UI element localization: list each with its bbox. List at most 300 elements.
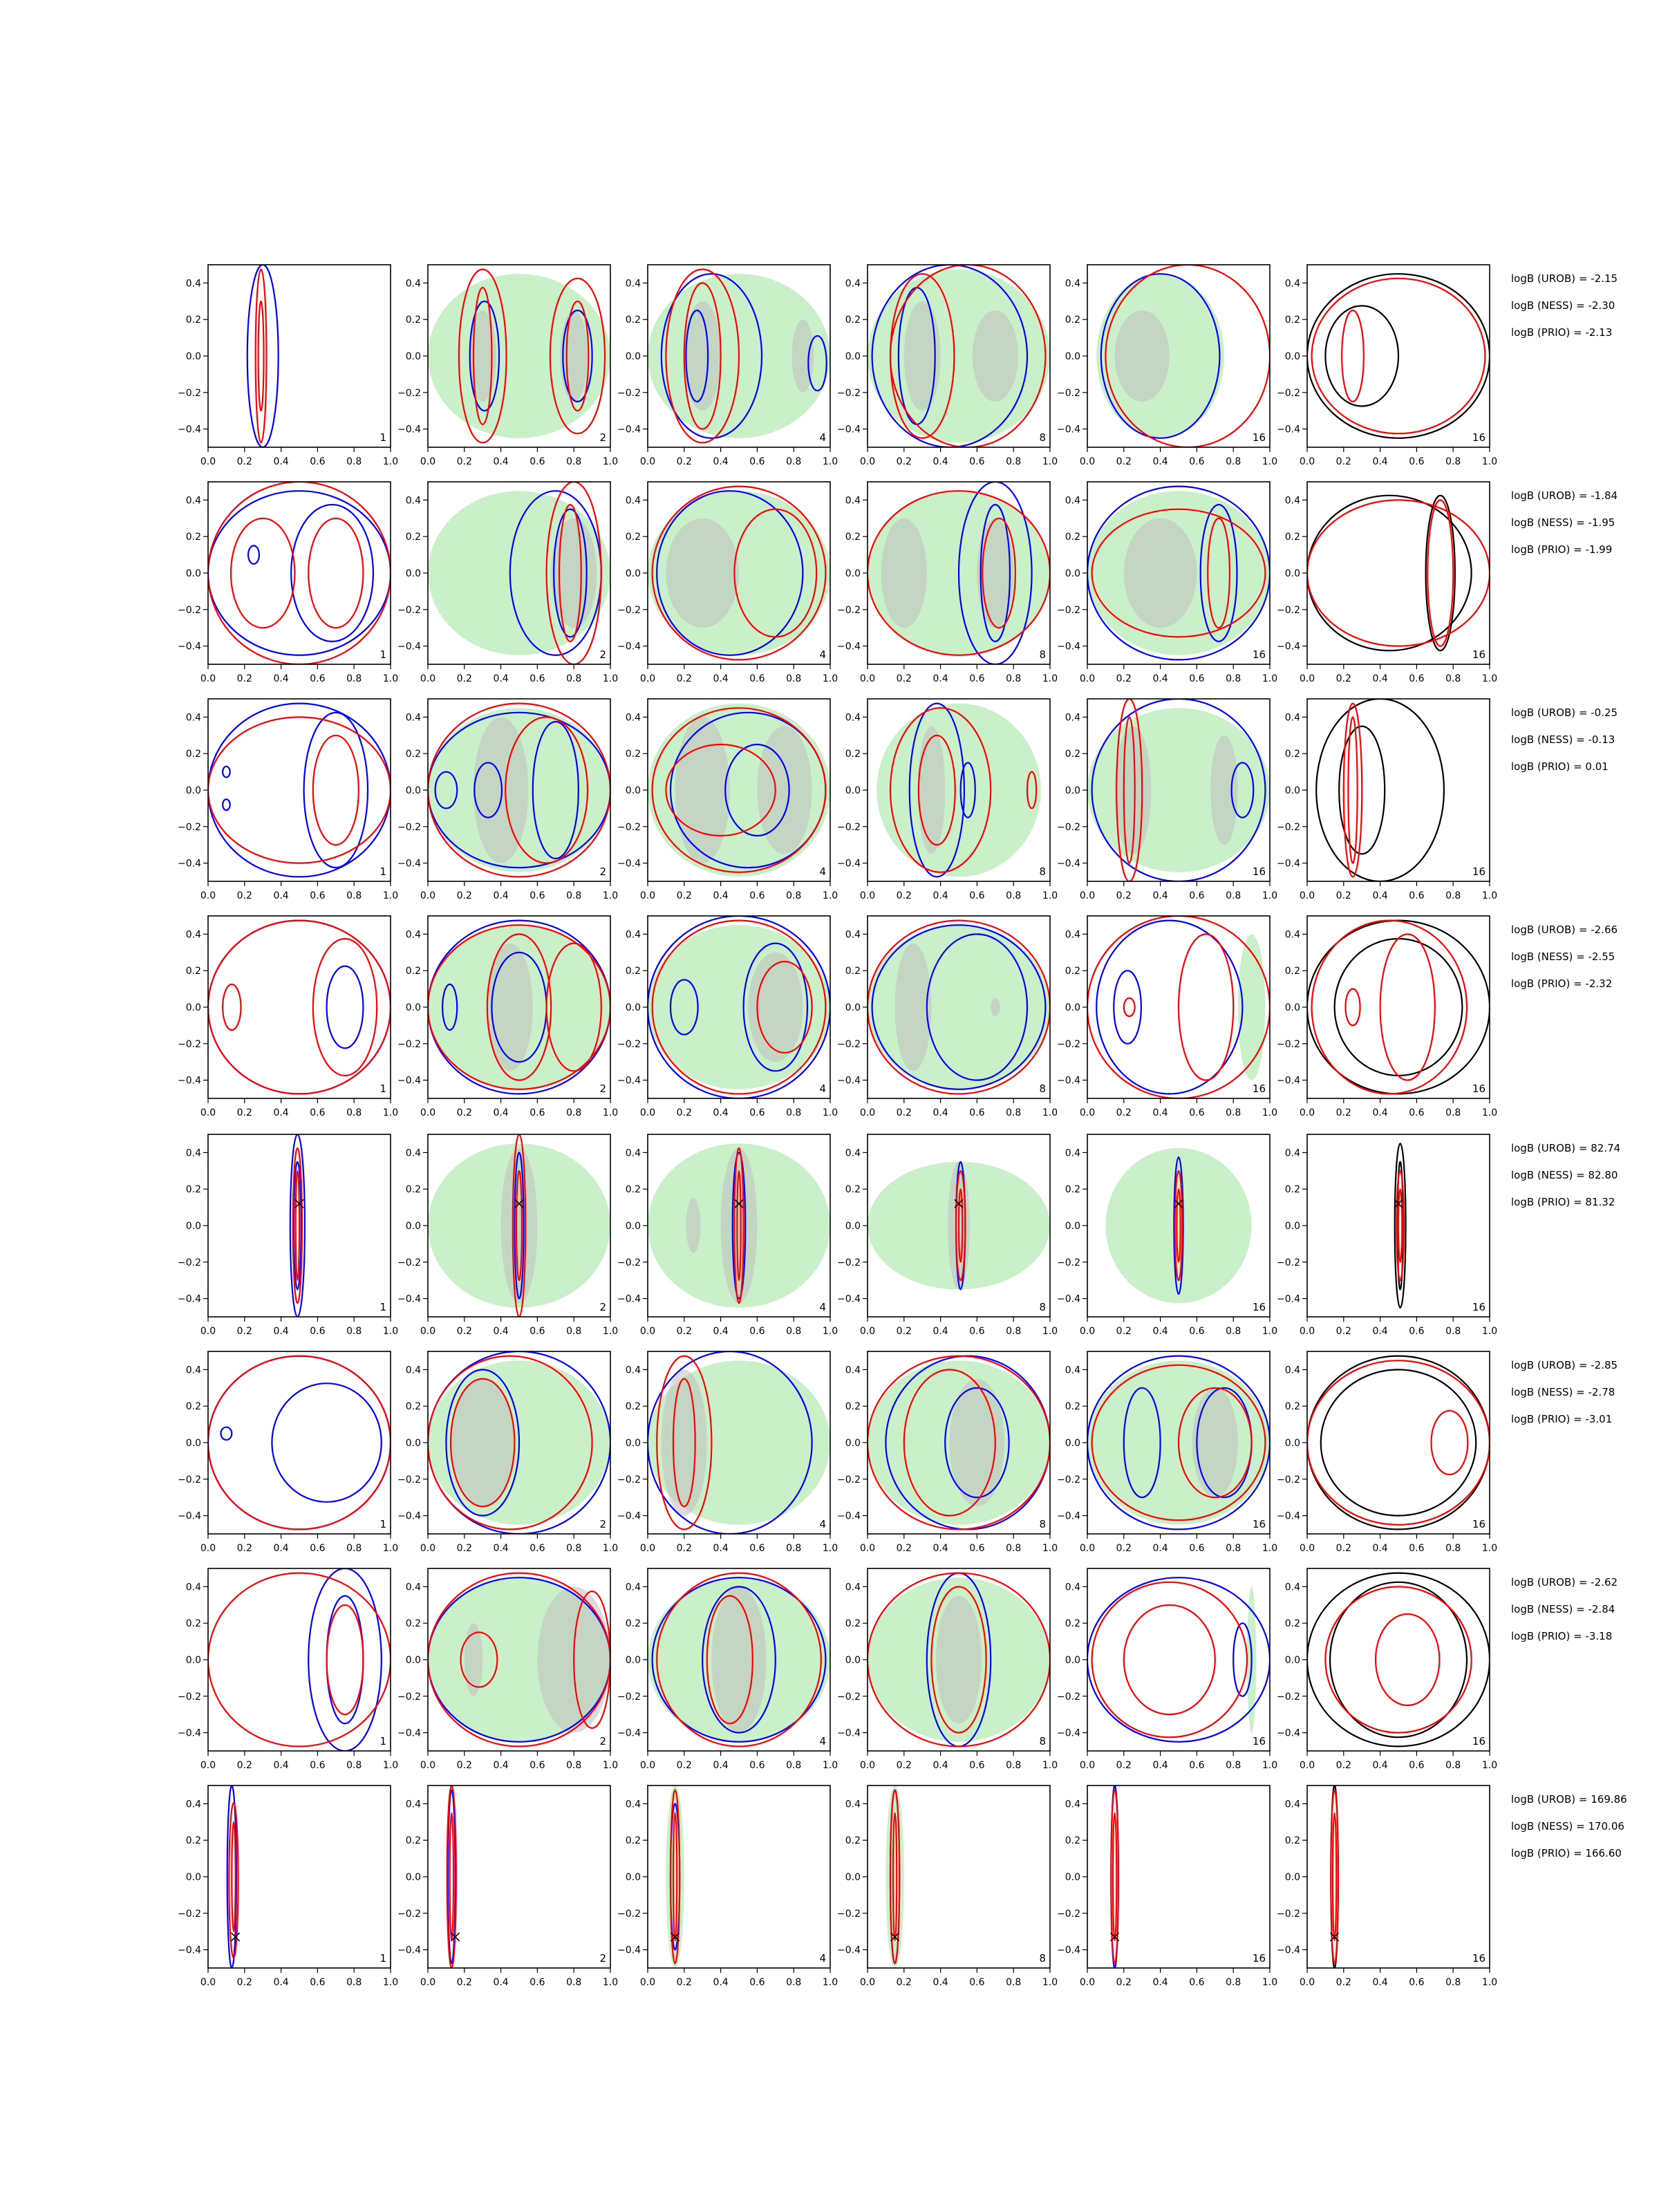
contour-red bbox=[1179, 934, 1233, 1080]
x-tick-label: 1.0 bbox=[1262, 1107, 1278, 1118]
contour-red bbox=[1376, 1614, 1439, 1705]
panel-count-label: 8 bbox=[1039, 1082, 1046, 1095]
y-tick-label: −0.4 bbox=[397, 858, 421, 870]
x-tick-label: 0.8 bbox=[566, 1760, 582, 1771]
y-tick-label: 0.4 bbox=[1284, 712, 1300, 724]
y-tick-label: −0.4 bbox=[1057, 858, 1080, 870]
y-tick-label: 0.0 bbox=[185, 351, 201, 362]
y-tick-label: 0.0 bbox=[185, 1872, 201, 1883]
y-tick-label: −0.2 bbox=[617, 1691, 641, 1703]
y-tick-label: −0.2 bbox=[1277, 1038, 1300, 1050]
x-tick-label: 0.2 bbox=[676, 1977, 692, 1988]
x-tick-label: 0.0 bbox=[420, 1107, 436, 1118]
x-tick-label: 1.0 bbox=[382, 890, 399, 901]
x-tick-label: 0.8 bbox=[1445, 673, 1461, 684]
logb-label: logB (UROB) = -2.66 bbox=[1511, 924, 1618, 936]
density-fill-grey bbox=[1192, 1388, 1238, 1497]
x-tick-label: 0.4 bbox=[713, 456, 729, 467]
x-tick-label: 0.4 bbox=[713, 1760, 729, 1771]
density-fill-grey bbox=[662, 1369, 707, 1515]
x-tick-label: 0.8 bbox=[566, 1543, 582, 1554]
panel-r3-c5 bbox=[1057, 699, 1277, 901]
x-tick-label: 0.8 bbox=[1445, 1326, 1461, 1337]
x-tick-label: 0.4 bbox=[1372, 1977, 1388, 1988]
logb-label: logB (NESS) = -1.95 bbox=[1511, 516, 1615, 529]
x-tick-label: 0.8 bbox=[1226, 1760, 1241, 1771]
y-tick-label: 0.4 bbox=[405, 495, 421, 507]
x-tick-label: 0.8 bbox=[786, 1326, 802, 1337]
contour-blue bbox=[221, 1427, 232, 1440]
y-tick-label: −0.2 bbox=[837, 1474, 861, 1485]
y-tick-label: −0.4 bbox=[617, 424, 641, 435]
x-tick-label: 0.6 bbox=[969, 1543, 985, 1554]
y-tick-label: 0.2 bbox=[1284, 315, 1300, 326]
density-fill-grey bbox=[973, 310, 1018, 402]
y-tick-label: 0.2 bbox=[1284, 1401, 1300, 1413]
x-tick-label: 0.2 bbox=[896, 890, 912, 901]
panel-r7-c4 bbox=[837, 1568, 1058, 1771]
x-tick-label: 0.4 bbox=[273, 890, 289, 901]
logb-label: logB (PRIO) = -2.32 bbox=[1511, 977, 1613, 990]
x-tick-label: 0.2 bbox=[456, 1760, 472, 1771]
x-tick-label: 0.0 bbox=[639, 1107, 656, 1118]
y-tick-label: 0.4 bbox=[1284, 929, 1300, 941]
panel-r8-c4 bbox=[837, 1785, 1058, 1988]
y-tick-label: 0.2 bbox=[1065, 1835, 1080, 1847]
y-tick-label: 0.0 bbox=[845, 785, 861, 796]
y-tick-label: −0.4 bbox=[837, 1510, 861, 1522]
x-tick-label: 0.0 bbox=[859, 1107, 876, 1118]
contour-red bbox=[308, 518, 363, 628]
contour-red bbox=[1307, 500, 1490, 646]
y-tick-label: 0.4 bbox=[845, 929, 861, 941]
panel-r8-c6 bbox=[1277, 1785, 1497, 1988]
x-tick-label: 0.6 bbox=[749, 1107, 765, 1118]
panel-count-label: 16 bbox=[1252, 648, 1266, 661]
x-tick-label: 1.0 bbox=[1262, 1977, 1278, 1988]
y-tick-label: −0.4 bbox=[837, 641, 861, 653]
y-tick-label: −0.2 bbox=[1277, 821, 1300, 833]
y-tick-label: 0.4 bbox=[1065, 1365, 1080, 1376]
x-tick-label: 0.6 bbox=[749, 890, 765, 901]
x-tick-label: 0.4 bbox=[1152, 1543, 1168, 1554]
density-fill-grey bbox=[560, 310, 588, 402]
x-tick-label: 0.0 bbox=[639, 1326, 656, 1337]
panel-count-label: 16 bbox=[1472, 1735, 1485, 1747]
y-tick-label: 0.4 bbox=[185, 1365, 201, 1376]
y-tick-label: 0.2 bbox=[845, 1618, 861, 1630]
x-tick-label: 1.0 bbox=[1042, 456, 1058, 467]
x-tick-label: 0.0 bbox=[1079, 673, 1096, 684]
x-tick-label: 0.6 bbox=[1409, 673, 1425, 684]
logb-label: logB (UROB) = 82.74 bbox=[1511, 1142, 1621, 1154]
y-tick-label: 0.2 bbox=[185, 749, 201, 760]
x-tick-label: 1.0 bbox=[822, 1326, 838, 1337]
x-tick-label: 0.0 bbox=[200, 890, 216, 901]
x-tick-label: 0.6 bbox=[969, 456, 985, 467]
y-tick-label: 0.2 bbox=[405, 966, 421, 977]
y-tick-label: 0.4 bbox=[845, 712, 861, 724]
x-tick-label: 0.8 bbox=[1006, 1326, 1022, 1337]
y-tick-label: −0.4 bbox=[1277, 1293, 1300, 1305]
y-tick-label: 0.2 bbox=[405, 532, 421, 543]
x-tick-label: 1.0 bbox=[1481, 1543, 1498, 1554]
y-tick-label: 0.0 bbox=[405, 1438, 421, 1449]
y-tick-label: 0.0 bbox=[405, 1655, 421, 1666]
x-tick-label: 0.6 bbox=[310, 456, 326, 467]
y-tick-label: 0.0 bbox=[1284, 1655, 1300, 1666]
y-tick-label: 0.4 bbox=[1065, 1147, 1080, 1159]
y-tick-label: 0.4 bbox=[625, 1799, 641, 1810]
panel-count-label: 1 bbox=[379, 1952, 386, 1965]
x-tick-label: 0.6 bbox=[1409, 1326, 1425, 1337]
y-tick-label: −0.4 bbox=[1277, 1075, 1300, 1087]
density-fill-grey bbox=[991, 998, 1000, 1016]
x-tick-label: 0.2 bbox=[896, 456, 912, 467]
x-tick-label: 1.0 bbox=[602, 1107, 619, 1118]
y-tick-label: −0.2 bbox=[178, 1257, 201, 1268]
x-tick-label: 0.8 bbox=[346, 1326, 362, 1337]
panel-r1-c6 bbox=[1277, 265, 1497, 467]
x-tick-label: 0.6 bbox=[529, 890, 545, 901]
x-tick-label: 0.8 bbox=[1445, 1977, 1461, 1988]
x-tick-label: 1.0 bbox=[1042, 1543, 1058, 1554]
contour-black bbox=[1325, 306, 1398, 406]
x-tick-label: 0.2 bbox=[676, 673, 692, 684]
panel-r2-c5 bbox=[1057, 482, 1277, 684]
x-tick-label: 0.8 bbox=[1006, 1543, 1022, 1554]
x-tick-label: 0.4 bbox=[493, 673, 509, 684]
x-tick-label: 1.0 bbox=[1262, 1326, 1278, 1337]
y-tick-label: 0.2 bbox=[1065, 1618, 1080, 1630]
y-tick-label: 0.2 bbox=[845, 532, 861, 543]
x-tick-label: 0.2 bbox=[236, 673, 252, 684]
y-tick-label: 0.0 bbox=[1065, 1221, 1080, 1232]
x-tick-label: 0.6 bbox=[310, 890, 326, 901]
panel-r7-c5 bbox=[1057, 1568, 1277, 1771]
y-tick-label: −0.2 bbox=[1277, 1691, 1300, 1703]
y-tick-label: 0.0 bbox=[185, 1002, 201, 1013]
y-tick-label: 0.4 bbox=[845, 1147, 861, 1159]
x-tick-label: 0.4 bbox=[1372, 1760, 1388, 1771]
x-tick-label: 0.8 bbox=[346, 1760, 362, 1771]
x-tick-label: 0.6 bbox=[969, 1760, 985, 1771]
y-tick-label: 0.2 bbox=[405, 1401, 421, 1413]
y-tick-label: 0.4 bbox=[405, 1147, 421, 1159]
logb-label: logB (NESS) = 170.06 bbox=[1511, 1820, 1624, 1833]
x-tick-label: 0.8 bbox=[1226, 890, 1241, 901]
x-tick-label: 0.8 bbox=[1445, 890, 1461, 901]
y-tick-label: 0.4 bbox=[1284, 495, 1300, 507]
x-tick-label: 1.0 bbox=[602, 890, 619, 901]
x-tick-label: 0.0 bbox=[200, 456, 216, 467]
x-tick-label: 0.4 bbox=[1152, 1977, 1168, 1988]
x-tick-label: 0.4 bbox=[932, 1977, 948, 1988]
x-tick-label: 0.8 bbox=[1226, 456, 1241, 467]
panel-count-label: 2 bbox=[599, 1082, 606, 1095]
panel-r7-c1 bbox=[178, 1568, 398, 1771]
y-tick-label: 0.2 bbox=[845, 1835, 861, 1847]
density-fill-grey bbox=[675, 717, 730, 863]
y-tick-label: 0.0 bbox=[1284, 1872, 1300, 1883]
x-tick-label: 0.0 bbox=[639, 673, 656, 684]
x-tick-label: 0.4 bbox=[273, 1326, 289, 1337]
y-tick-label: 0.0 bbox=[185, 1221, 201, 1232]
panel-r4-c2 bbox=[397, 916, 618, 1118]
panel-count-label: 16 bbox=[1252, 865, 1266, 878]
panel-count-label: 1 bbox=[379, 1082, 386, 1095]
y-tick-label: 0.0 bbox=[1065, 351, 1080, 362]
x-tick-label: 0.0 bbox=[420, 673, 436, 684]
x-tick-label: 0.4 bbox=[713, 1107, 729, 1118]
x-tick-label: 1.0 bbox=[602, 1760, 619, 1771]
contour-blue bbox=[208, 1356, 391, 1530]
panel-r6-c1 bbox=[178, 1351, 398, 1554]
contour-red bbox=[1307, 1360, 1490, 1525]
x-tick-label: 0.8 bbox=[1006, 673, 1022, 684]
x-tick-label: 0.2 bbox=[456, 1543, 472, 1554]
x-tick-label: 0.6 bbox=[310, 1977, 326, 1988]
x-tick-label: 1.0 bbox=[1042, 1760, 1058, 1771]
panel-r3-c4 bbox=[837, 699, 1058, 901]
x-tick-label: 0.4 bbox=[493, 890, 509, 901]
y-tick-label: −0.2 bbox=[837, 1038, 861, 1050]
y-tick-label: −0.4 bbox=[1057, 1944, 1080, 1956]
y-tick-label: 0.4 bbox=[185, 1799, 201, 1810]
x-tick-label: 0.6 bbox=[529, 1326, 545, 1337]
panel-count-label: 8 bbox=[1039, 1735, 1046, 1747]
panel-count-label: 4 bbox=[819, 431, 826, 444]
x-tick-label: 0.6 bbox=[749, 1760, 765, 1771]
x-tick-label: 0.6 bbox=[529, 1977, 545, 1988]
x-tick-label: 0.0 bbox=[859, 1977, 876, 1988]
logb-label: logB (PRIO) = -1.99 bbox=[1511, 543, 1613, 556]
y-tick-label: −0.2 bbox=[1277, 1474, 1300, 1485]
x-tick-label: 0.6 bbox=[310, 1326, 326, 1337]
y-tick-label: −0.2 bbox=[178, 387, 201, 399]
axes-frame bbox=[208, 1351, 391, 1534]
y-tick-label: 0.4 bbox=[405, 1799, 421, 1810]
y-tick-label: −0.2 bbox=[397, 1038, 421, 1050]
density-fill-grey bbox=[895, 944, 932, 1071]
panel-count-label: 16 bbox=[1252, 1735, 1266, 1747]
logb-label: logB (NESS) = -2.78 bbox=[1511, 1386, 1615, 1398]
panel-count-label: 1 bbox=[379, 1735, 386, 1747]
contour-red bbox=[1325, 1586, 1471, 1732]
density-fill-grey bbox=[881, 518, 927, 628]
x-tick-label: 1.0 bbox=[1481, 1107, 1498, 1118]
x-tick-label: 0.6 bbox=[529, 1543, 545, 1554]
x-tick-label: 0.4 bbox=[713, 890, 729, 901]
x-tick-label: 0.6 bbox=[969, 1107, 985, 1118]
axes-frame bbox=[1307, 1568, 1490, 1751]
y-tick-label: −0.2 bbox=[617, 821, 641, 833]
y-tick-label: −0.2 bbox=[397, 821, 421, 833]
y-tick-label: −0.4 bbox=[617, 1293, 641, 1305]
x-tick-label: 0.4 bbox=[1152, 1107, 1168, 1118]
y-tick-label: 0.0 bbox=[625, 1438, 641, 1449]
x-tick-label: 0.6 bbox=[310, 1107, 326, 1118]
y-tick-label: 0.2 bbox=[1284, 532, 1300, 543]
panel-count-label: 8 bbox=[1039, 431, 1046, 444]
x-tick-label: 0.6 bbox=[310, 1543, 326, 1554]
panel-r2-c1 bbox=[178, 482, 398, 684]
y-tick-label: −0.4 bbox=[1277, 858, 1300, 870]
x-tick-label: 0.8 bbox=[566, 890, 582, 901]
panel-r2-c3 bbox=[617, 482, 838, 684]
logb-label: logB (PRIO) = -3.01 bbox=[1511, 1413, 1613, 1425]
density-fill-grey bbox=[686, 1198, 700, 1253]
panel-r5-c5 bbox=[1057, 1134, 1277, 1337]
x-tick-label: 1.0 bbox=[1481, 1326, 1498, 1337]
x-tick-label: 0.4 bbox=[1152, 1760, 1168, 1771]
y-tick-label: 0.0 bbox=[405, 1002, 421, 1013]
contour-red bbox=[1333, 1813, 1336, 1941]
x-tick-label: 0.8 bbox=[346, 456, 362, 467]
x-tick-label: 0.6 bbox=[529, 1107, 545, 1118]
axes-frame bbox=[1307, 1351, 1490, 1534]
x-tick-label: 0.6 bbox=[1189, 456, 1205, 467]
y-tick-label: −0.2 bbox=[1277, 387, 1300, 399]
panel-count-label: 8 bbox=[1039, 865, 1046, 878]
y-tick-label: 0.0 bbox=[625, 785, 641, 796]
y-tick-label: 0.2 bbox=[405, 749, 421, 760]
y-tick-label: −0.4 bbox=[1057, 641, 1080, 653]
x-tick-label: 0.2 bbox=[896, 1977, 912, 1988]
axes-frame bbox=[208, 699, 391, 881]
x-tick-label: 0.4 bbox=[1372, 1107, 1388, 1118]
y-tick-label: 0.2 bbox=[1284, 1618, 1300, 1630]
x-tick-label: 0.6 bbox=[1189, 1760, 1205, 1771]
y-tick-label: 0.4 bbox=[845, 278, 861, 290]
y-tick-label: −0.2 bbox=[617, 1908, 641, 1920]
y-tick-label: −0.4 bbox=[837, 1727, 861, 1739]
panel-r2-c2 bbox=[397, 482, 618, 684]
x-tick-label: 0.8 bbox=[346, 1543, 362, 1554]
y-tick-label: 0.4 bbox=[405, 712, 421, 724]
panel-r4-c5 bbox=[1057, 916, 1277, 1118]
x-tick-label: 0.0 bbox=[420, 456, 436, 467]
y-tick-label: 0.0 bbox=[845, 1655, 861, 1666]
x-tick-label: 0.0 bbox=[420, 1977, 436, 1988]
y-tick-label: 0.0 bbox=[845, 1221, 861, 1232]
y-tick-label: −0.2 bbox=[1277, 1908, 1300, 1920]
y-tick-label: 0.4 bbox=[845, 1799, 861, 1810]
contour-red bbox=[296, 1171, 299, 1280]
y-tick-label: −0.4 bbox=[617, 1075, 641, 1087]
x-tick-label: 1.0 bbox=[822, 1760, 838, 1771]
density-fill-green bbox=[868, 270, 1050, 443]
y-tick-label: −0.2 bbox=[1057, 604, 1080, 616]
panel-r5-c1 bbox=[178, 1134, 398, 1337]
panel-count-label: 2 bbox=[599, 431, 606, 444]
y-tick-label: 0.0 bbox=[1065, 1002, 1080, 1013]
y-tick-label: −0.4 bbox=[1057, 1293, 1080, 1305]
x-tick-label: 0.8 bbox=[346, 673, 362, 684]
x-tick-label: 0.6 bbox=[749, 673, 765, 684]
x-tick-label: 1.0 bbox=[1262, 673, 1278, 684]
panel-count-label: 16 bbox=[1252, 1952, 1266, 1965]
contour-red bbox=[1113, 1813, 1116, 1941]
x-tick-label: 0.0 bbox=[639, 1977, 656, 1988]
x-tick-label: 0.0 bbox=[200, 1326, 216, 1337]
x-tick-label: 0.4 bbox=[493, 1107, 509, 1118]
x-tick-label: 0.6 bbox=[1189, 1107, 1205, 1118]
panel-r6-c2 bbox=[397, 1351, 618, 1554]
x-tick-label: 0.6 bbox=[749, 1543, 765, 1554]
y-tick-label: −0.2 bbox=[1057, 1474, 1080, 1485]
x-tick-label: 0.0 bbox=[1079, 1760, 1096, 1771]
contour-blue bbox=[223, 767, 230, 778]
x-tick-label: 0.4 bbox=[932, 456, 948, 467]
y-tick-label: 0.0 bbox=[625, 1221, 641, 1232]
y-tick-label: −0.4 bbox=[397, 424, 421, 435]
x-tick-label: 0.8 bbox=[566, 1326, 582, 1337]
y-tick-label: −0.2 bbox=[1057, 1691, 1080, 1703]
y-tick-label: 0.0 bbox=[1284, 1438, 1300, 1449]
x-tick-label: 0.4 bbox=[1372, 456, 1388, 467]
x-tick-label: 0.6 bbox=[1189, 890, 1205, 901]
panel-r4-c1 bbox=[178, 916, 398, 1118]
panel-count-label: 4 bbox=[819, 1735, 826, 1747]
y-tick-label: −0.4 bbox=[178, 1727, 201, 1739]
y-tick-label: 0.4 bbox=[625, 1147, 641, 1159]
x-tick-label: 0.2 bbox=[1116, 1543, 1132, 1554]
y-tick-label: 0.4 bbox=[1284, 1365, 1300, 1376]
y-tick-label: −0.2 bbox=[1057, 387, 1080, 399]
x-tick-label: 0.8 bbox=[346, 890, 362, 901]
contour-red bbox=[1432, 1411, 1468, 1474]
x-tick-label: 0.8 bbox=[566, 456, 582, 467]
x-tick-label: 1.0 bbox=[382, 1543, 399, 1554]
x-tick-label: 0.8 bbox=[566, 1977, 582, 1988]
y-tick-label: −0.2 bbox=[617, 1257, 641, 1268]
density-fill-grey bbox=[918, 727, 946, 854]
x-tick-label: 0.4 bbox=[932, 1760, 948, 1771]
x-tick-label: 0.0 bbox=[200, 1977, 216, 1988]
y-tick-label: 0.2 bbox=[1065, 315, 1080, 326]
y-tick-label: 0.4 bbox=[845, 1582, 861, 1593]
y-tick-label: −0.4 bbox=[397, 1944, 421, 1956]
axes-frame bbox=[1307, 482, 1490, 664]
x-tick-label: 0.4 bbox=[932, 890, 948, 901]
panel-count-label: 1 bbox=[379, 431, 386, 444]
y-tick-label: 0.4 bbox=[625, 278, 641, 290]
y-tick-label: −0.2 bbox=[837, 387, 861, 399]
density-fill-green bbox=[877, 704, 1041, 877]
axes-frame bbox=[208, 265, 391, 447]
logb-label: logB (NESS) = -2.55 bbox=[1511, 950, 1615, 963]
x-tick-label: 0.2 bbox=[676, 1107, 692, 1118]
x-tick-label: 0.4 bbox=[932, 1107, 948, 1118]
panel-count-label: 1 bbox=[379, 1301, 386, 1313]
y-tick-label: 0.2 bbox=[1284, 1184, 1300, 1196]
panel-count-label: 8 bbox=[1039, 1952, 1046, 1965]
x-tick-label: 0.0 bbox=[200, 1107, 216, 1118]
y-tick-label: 0.4 bbox=[185, 929, 201, 941]
y-tick-label: 0.2 bbox=[625, 1618, 641, 1630]
logb-label: logB (PRIO) = 0.01 bbox=[1511, 760, 1609, 773]
y-tick-label: −0.4 bbox=[1057, 1510, 1080, 1522]
x-tick-label: 1.0 bbox=[822, 890, 838, 901]
y-tick-label: −0.4 bbox=[617, 1727, 641, 1739]
x-tick-label: 0.0 bbox=[639, 890, 656, 901]
x-tick-label: 0.2 bbox=[1335, 1543, 1351, 1554]
x-tick-label: 0.4 bbox=[273, 1977, 289, 1988]
x-tick-label: 0.8 bbox=[346, 1107, 362, 1118]
density-fill-grey bbox=[1124, 518, 1197, 628]
x-tick-label: 0.4 bbox=[713, 1543, 729, 1554]
